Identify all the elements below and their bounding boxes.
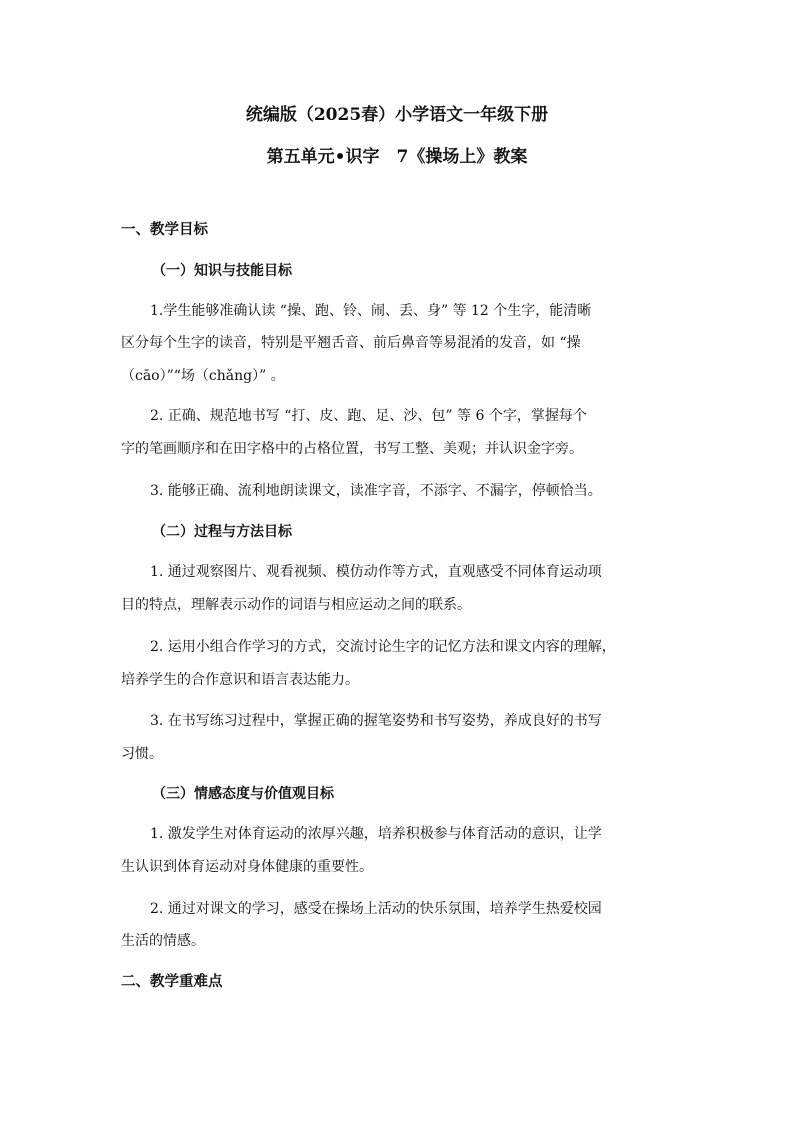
paragraph-line: 3. 能够正确、流利地朗读课文，读准字音，不添字、不漏字，停顿恰当。 [150,483,602,499]
paragraph-line: 习惯。 [121,746,163,762]
paragraph-line: 1.学生能够准确认读 “操、跑、铃、闹、丢、身” 等 12 个生字，能清晰 [150,303,592,319]
paragraph-line: 1. 激发学生对体育运动的浓厚兴趣，培养积极参与体育活动的意识，让学 [150,826,602,842]
paragraph-line: 2. 正确、规范地书写 “打、皮、跑、足、沙、包” 等 6 个字，掌握每个 [150,408,587,424]
subheading-process-methods: （二）过程与方法目标 [152,524,292,540]
section-heading-key-difficulties: 二、教学重难点 [121,973,223,990]
section-heading-teaching-goals: 一、教学目标 [121,221,208,238]
paragraph-line: 生活的情感。 [121,933,205,949]
paragraph-line: 字的笔画顺序和在田字格中的占格位置，书写工整、美观；并认识金字旁。 [121,441,583,457]
paragraph-line: 3. 在书写练习过程中，掌握正确的握笔姿势和书写姿势，养成良好的书写 [150,713,602,729]
document-title: 统编版（2025春）小学语文一年级下册 [245,105,549,125]
paragraph-line: 区分每个生字的读音，特别是平翘舌音、前后鼻音等易混淆的发音，如 “操 [121,335,581,351]
paragraph-line: 目的特点，理解表示动作的词语与相应运动之间的联系。 [121,597,471,613]
paragraph-line: 2. 通过对课文的学习，感受在操场上活动的快乐氛围，培养学生热爱校园 [150,901,602,917]
document-subtitle: 第五单元•识字 7《操场上》教案 [266,147,528,167]
paragraph-line: 2. 运用小组合作学习的方式，交流讨论生字的记忆方法和课文内容的理解， [150,639,616,655]
paragraph-line: （cāo）”“场（chǎng）” 。 [121,368,285,384]
paragraph-line: 1. 通过观察图片、观看视频、模仿动作等方式，直观感受不同体育运动项 [150,564,602,580]
paragraph-line: 生认识到体育运动对身体健康的重要性。 [121,859,373,875]
paragraph-line: 培养学生的合作意识和语言表达能力。 [121,672,359,688]
subheading-attitudes-values: （三）情感态度与价值观目标 [152,786,334,802]
subheading-knowledge-skills: （一）知识与技能目标 [152,263,292,279]
